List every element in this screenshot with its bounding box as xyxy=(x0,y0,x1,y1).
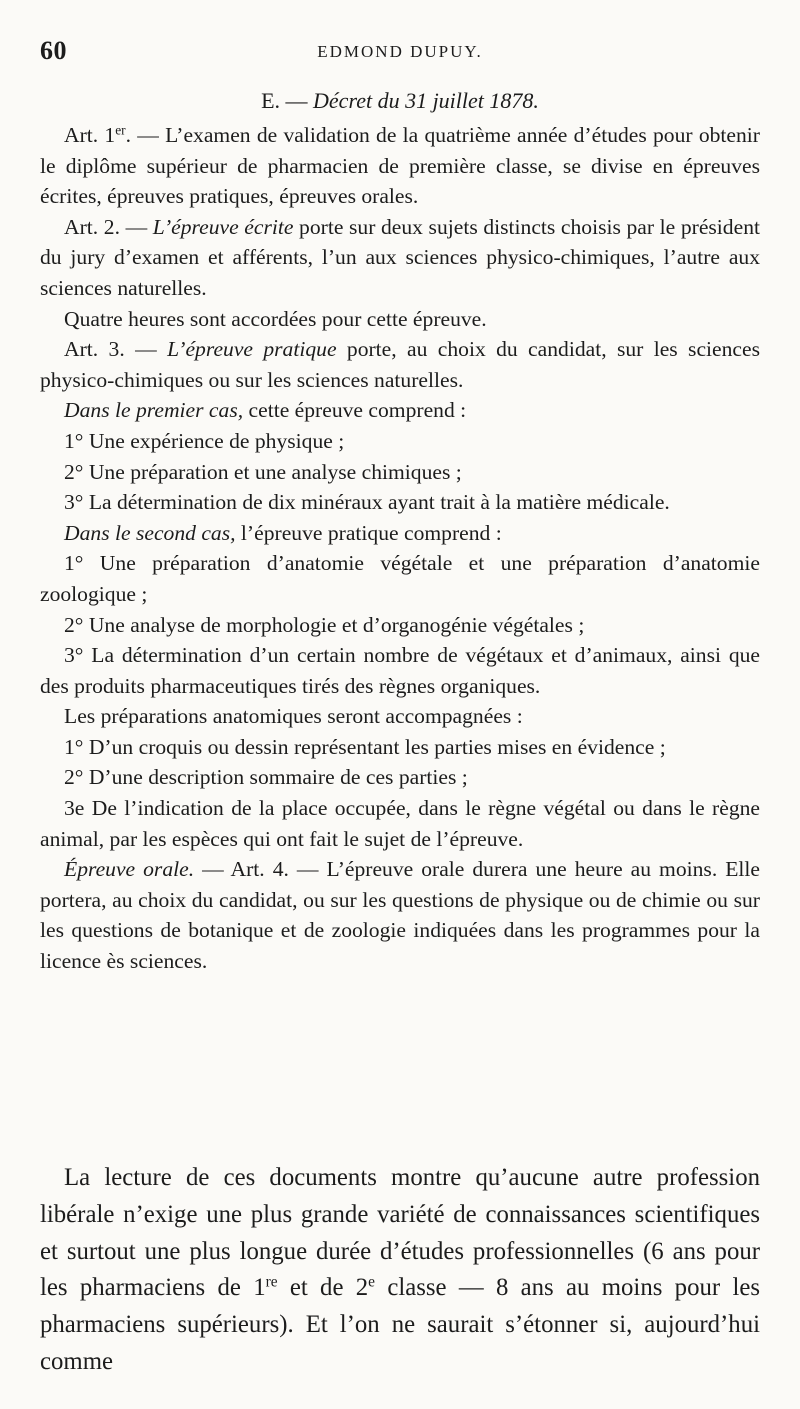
list-item: 3° La détermination d’un certain nombre de végétaux et d’animaux, ainsi que des produits pharmaceutiques tirés des règnes organiques. xyxy=(40,643,760,698)
article-3-paragraph xyxy=(40,334,760,395)
text-run: porte, au choix du candidat, sur les sciences physico-chimiques ou sur les sciences naturelles. xyxy=(40,337,760,392)
paragraph xyxy=(40,518,760,549)
list-item: 1° Une expérience de physique ; xyxy=(64,428,345,453)
list-item: 2° Une préparation et une analyse chimiques ; xyxy=(64,459,462,484)
text-run: La lecture de ces documents montre qu’aucune autre profession libérale n’exige une plus grande variété de connaissances scientifiques et surtout une plus longue durée d’études professionnelles (6 ans pour les pharmaciens de 1 xyxy=(40,1164,760,1302)
text-run: et de 2 xyxy=(277,1274,369,1302)
list-item: 2° Une analyse de morphologie et d’organogénie végétales ; xyxy=(64,612,585,637)
italic-term: Dans le premier cas, xyxy=(64,398,244,423)
commentary xyxy=(40,1160,760,1381)
superscript: re xyxy=(265,1273,278,1291)
text-run: porte sur deux sujets distincts choisis par le président du jury d’examen et afférents, l’un aux sciences physico-chimiques, l’autre aux sciences naturelles. xyxy=(40,214,760,300)
text-run: classe — 8 ans au moins pour les pharmaciens supérieurs). Et l’on ne saurait s’étonner si, aujourd’hui comme xyxy=(40,1274,760,1375)
list-item: 1° Une préparation d’anatomie végétale et une préparation d’anatomie zoologique ; xyxy=(40,551,760,606)
superscript: e xyxy=(368,1273,375,1291)
article-4-paragraph xyxy=(40,854,760,976)
text-run: l’épreuve pratique comprend : xyxy=(235,520,502,545)
italic-term: Dans le second cas, xyxy=(64,520,236,545)
article-2-paragraph xyxy=(40,212,760,304)
decree-letter: E. — xyxy=(261,88,308,113)
list-item: 1° D’un croquis ou dessin représentant les parties mises en évidence ; xyxy=(64,734,666,759)
italic-term: L’épreuve écrite xyxy=(152,214,294,239)
decree-body xyxy=(40,120,760,977)
italic-term: L’épreuve pratique xyxy=(167,337,337,362)
text-run: — Art. 4. — L’épreuve orale durera une heure au moins. Elle portera, au choix du candidat, ou sur les questions de physique ou de chimie ou sur les questions de botanique et de zoologie indiquées dans les programmes pour la licence ès sciences. xyxy=(40,857,760,974)
paragraph: Les préparations anatomiques seront accompagnées : xyxy=(64,704,523,729)
list-item: 3° La détermination de dix minéraux ayant trait à la matière médicale. xyxy=(64,490,670,515)
page-number: 60 xyxy=(40,36,67,65)
running-head: EDMOND DUPUY. xyxy=(317,42,483,61)
text-run: . — L’examen de validation de la quatrième année d’études pour obtenir le diplôme supérieur de pharmacien de première classe, se divise en épreuves écrites, épreuves pratiques, épreuves orales. xyxy=(40,123,760,209)
commentary-paragraph xyxy=(40,1160,760,1381)
list-item: 3e De l’indication de la place occupée, dans le règne végétal ou dans le règne animal, par les espèces qui ont fait le sujet de l’épreuve. xyxy=(40,796,760,851)
paragraph xyxy=(40,395,760,426)
page-header xyxy=(40,36,760,76)
text-run: cette épreuve comprend : xyxy=(243,398,467,423)
list-item: 2° D’une description sommaire de ces parties ; xyxy=(64,765,468,790)
decree-title: Décret du 31 juillet 1878. xyxy=(313,88,539,113)
italic-term: Épreuve orale. xyxy=(64,857,195,882)
text-run: Art. 3. — xyxy=(64,337,168,362)
paragraph: Quatre heures sont accordées pour cette épreuve. xyxy=(64,306,487,331)
superscript: er xyxy=(115,122,126,138)
decree-heading xyxy=(0,88,800,114)
text-run: Art. 1 xyxy=(64,123,116,147)
article-1-paragraph xyxy=(40,120,760,212)
text-run: Art. 2. — xyxy=(64,214,153,239)
